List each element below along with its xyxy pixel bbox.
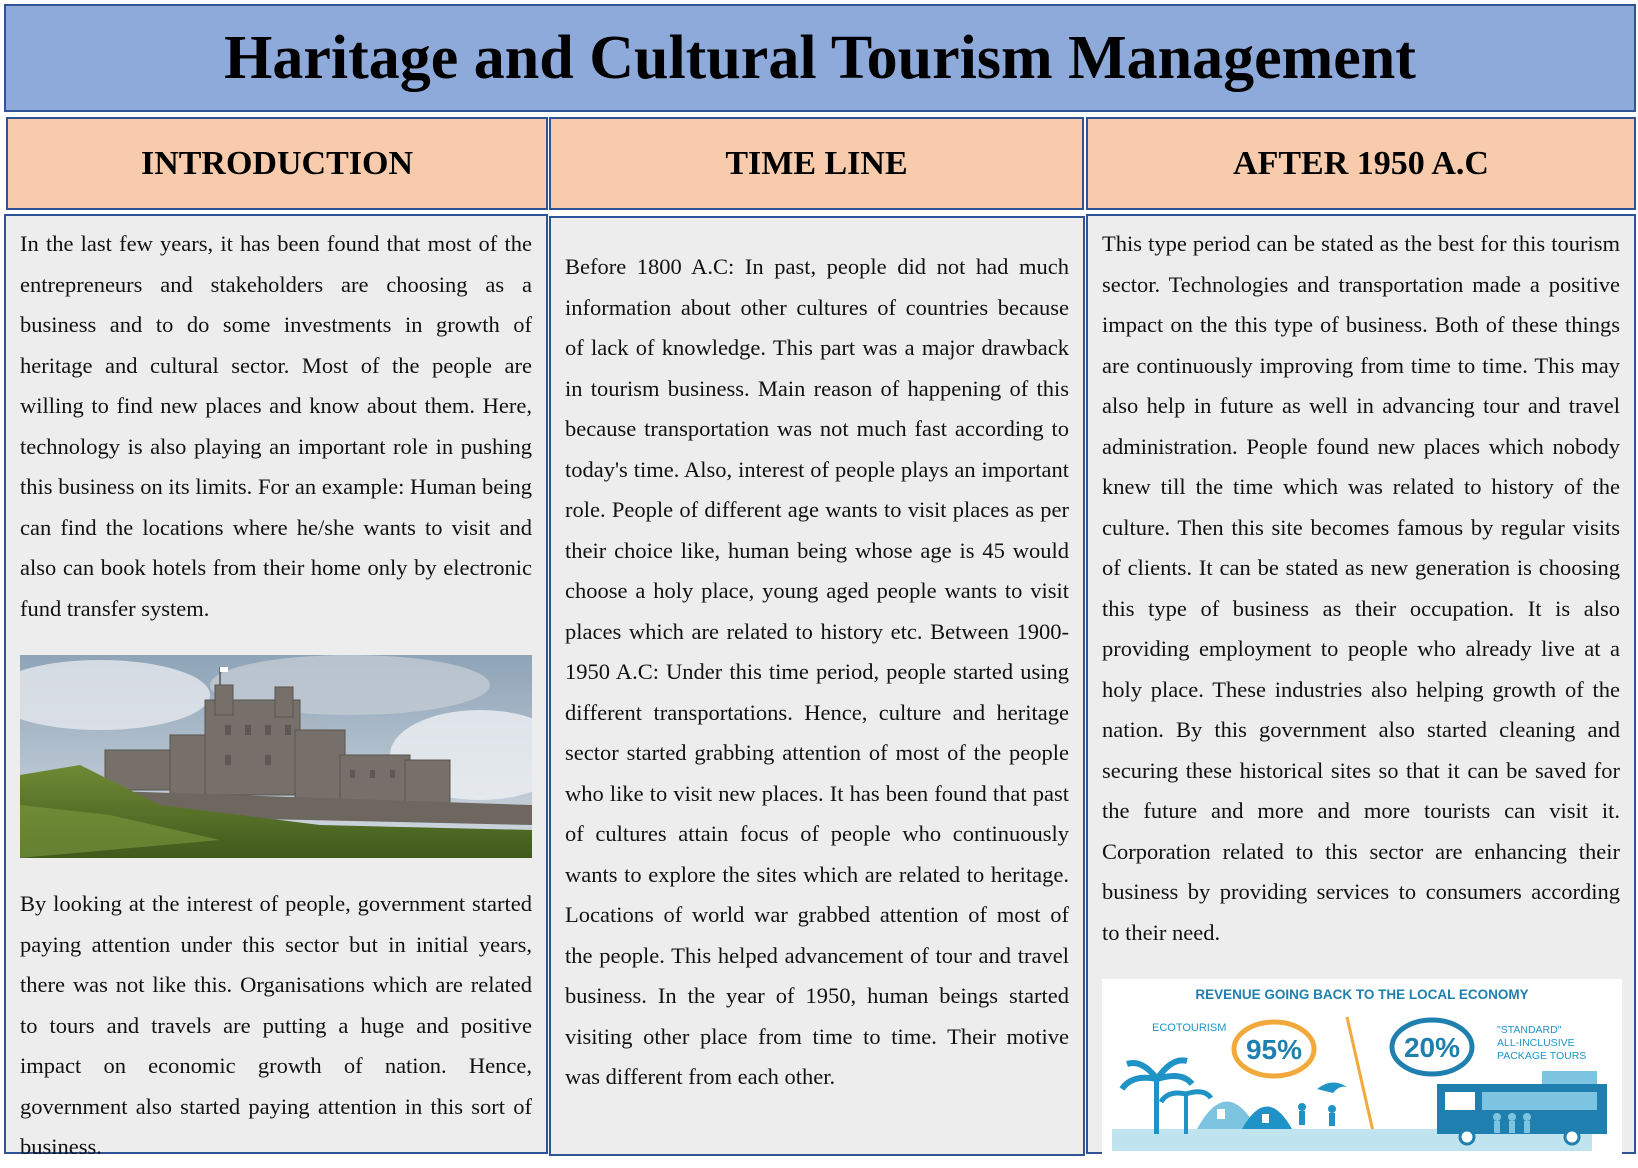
- introduction-paragraph-2: By looking at the interest of people, government started paying attention under this sector but in initial years, there was not like this. Organisations which are related to tours and travels are putting a huge and positive impact on economic growth of nation. Hence, government also started paying attention in this sort of business.: [20, 891, 532, 1159]
- timeline-heading: TIME LINE: [725, 144, 908, 182]
- introduction-panel: [4, 214, 548, 1159]
- introduction-paragraph-1: In the last few years, it has been found that most of the entrepreneurs and stakeholders are choosing as a business and to do some investments in growth of heritage and cultural sector. Most of the people are willing to find new places and know about them. Here, technology is also playing an important role in pushing this business on its limits. For an example: Human being can find the locations where he/she wants to visit and also can book hotels from their home only by electronic fund transfer system.: [20, 231, 532, 621]
- timeline-paragraph: Before 1800 A.C: In past, people did not had much information about other cultures of countries because of lack of knowledge. This part was a major drawback in tourism business. Main reason of happening of this because transportation was not much fast according to today's time. Also, interest of people plays an important role. People of different age wants to visit places as per their choice like, human being whose age is 45 would choose a holy place, young aged people wants to visit places which are related to history etc. Between 1900-1950 A.C: Under this time period, people started using different transportations. Hence, culture and heritage sector started grabbing attention of most of the people who like to visit new places. It has been found that past of cultures attain focus of people who continuously wants to explore the sites which are related to heritage. Locations of world war grabbed attention of most of the people. This helped advancement of tour and travel business. In the year of 1950, human beings started visiting other place from time to time. Their motive was different from each other.: [565, 254, 1069, 1089]
- infographic-right-value: 20%: [1403, 1032, 1461, 1063]
- introduction-heading: INTRODUCTION: [140, 144, 414, 182]
- title-banner: [4, 4, 1636, 112]
- after1950-heading: AFTER 1950 A.C: [1233, 144, 1489, 182]
- castle-photo: [20, 655, 532, 858]
- after1950-panel: [1086, 214, 1636, 1154]
- infographic-title: REVENUE GOING BACK TO THE LOCAL ECONOMY: [1195, 987, 1529, 1002]
- infographic-left-value: 95%: [1245, 1034, 1303, 1065]
- after1950-paragraph: This type period can be stated as the best for this tourism sector. Technologies and transportation made a positive impact on the this type of business. Both of these things are continuously improving from time to time. This may also help in future as well in advancing tour and travel administration. People found new places which nobody knew till the time which was related to history of the culture. Then this site becomes famous by regular visits of clients. It can be stated as new generation is choosing this type of business as their occupation. It is also providing employment to people who already live at a holy place. These industries also helping growth of the nation. By this government also started cleaning and securing these historical sites so that it can be saved for the future and more and more tourists can visit it. Corporation related to this sector are enhancing their business by providing services to consumers according to their need.: [1102, 231, 1620, 945]
- timeline-panel: [549, 216, 1085, 1156]
- introduction-header: [6, 117, 548, 210]
- infographic-right-label-3: PACKAGE TOURS: [1497, 1050, 1587, 1062]
- revenue-infographic: [1102, 979, 1622, 1161]
- timeline-header: [549, 117, 1084, 210]
- infographic-left-label: ECOTOURISM: [1152, 1022, 1227, 1034]
- tourists-icon: [1493, 1113, 1531, 1133]
- infographic-right-label-2: ALL-INCLUSIVE: [1497, 1037, 1575, 1049]
- infographic-right-label-1: "STANDARD": [1497, 1024, 1562, 1036]
- page-title: Haritage and Cultural Tourism Management: [224, 23, 1416, 92]
- after1950-header: [1086, 117, 1636, 210]
